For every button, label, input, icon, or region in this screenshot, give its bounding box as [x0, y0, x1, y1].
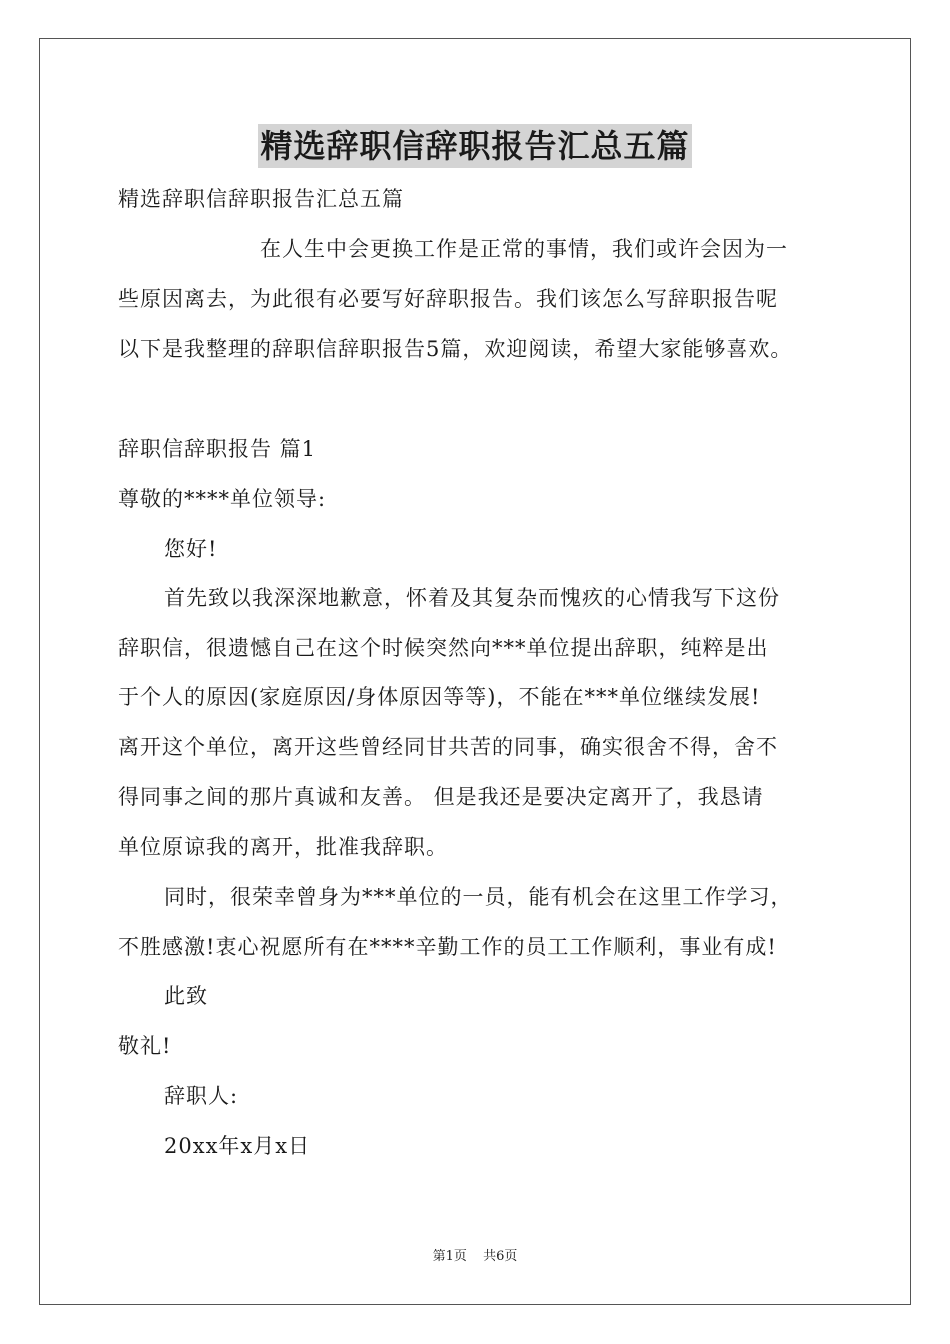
paragraph1-line-1: 首先致以我深深地歉意，怀着及其复杂而愧疚的心情我写下这份 — [164, 586, 780, 610]
intro-line-1: 在人生中会更换工作是正常的事情，我们或许会因为一 — [260, 237, 788, 261]
paragraph1-line-4: 离开这个单位，离开这些曾经同甘共苦的同事，确实很舍不得，舍不 — [118, 735, 778, 759]
signer-label: 辞职人: — [164, 1084, 239, 1108]
paragraph1-line-6: 单位原谅我的离开，批准我辞职。 — [118, 835, 448, 859]
page-number-total: 共6页 — [483, 1249, 518, 1264]
closing-line-1: 此致 — [164, 984, 208, 1008]
page-border — [39, 38, 911, 1305]
date-line: 20xx年x月x日 — [164, 1134, 311, 1158]
paragraph2-line-2: 不胜感激!衷心祝愿所有在****辛勤工作的员工工作顺利，事业有成! — [118, 935, 777, 959]
salutation: 尊敬的****单位领导: — [118, 487, 327, 511]
document-subtitle: 精选辞职信辞职报告汇总五篇 — [118, 187, 404, 211]
paragraph1-line-2: 辞职信，很遗憾自己在这个时候突然向***单位提出辞职，纯粹是出 — [118, 636, 769, 660]
title-container — [0, 124, 950, 168]
intro-line-3: 以下是我整理的辞职信辞职报告5篇，欢迎阅读，希望大家能够喜欢。 — [118, 337, 793, 361]
intro-line-2: 些原因离去，为此很有必要写好辞职报告。我们该怎么写辞职报告呢 — [118, 287, 778, 311]
paragraph1-line-5: 得同事之间的那片真诚和友善。 但是我还是要决定离开了，我恳请 — [118, 785, 764, 809]
section-heading: 辞职信辞职报告 篇1 — [118, 437, 317, 461]
closing-line-2: 敬礼! — [118, 1034, 172, 1058]
greeting: 您好! — [164, 537, 218, 561]
page-footer — [0, 1248, 950, 1266]
page-number-current: 第1页 — [432, 1249, 467, 1264]
paragraph1-line-3: 于个人的原因(家庭原因/身体原因等等)，不能在***单位继续发展! — [118, 685, 761, 709]
document-title: 精选辞职信辞职报告汇总五篇 — [258, 124, 691, 168]
paragraph2-line-1: 同时，很荣幸曾身为***单位的一员，能有机会在这里工作学习， — [164, 885, 793, 909]
